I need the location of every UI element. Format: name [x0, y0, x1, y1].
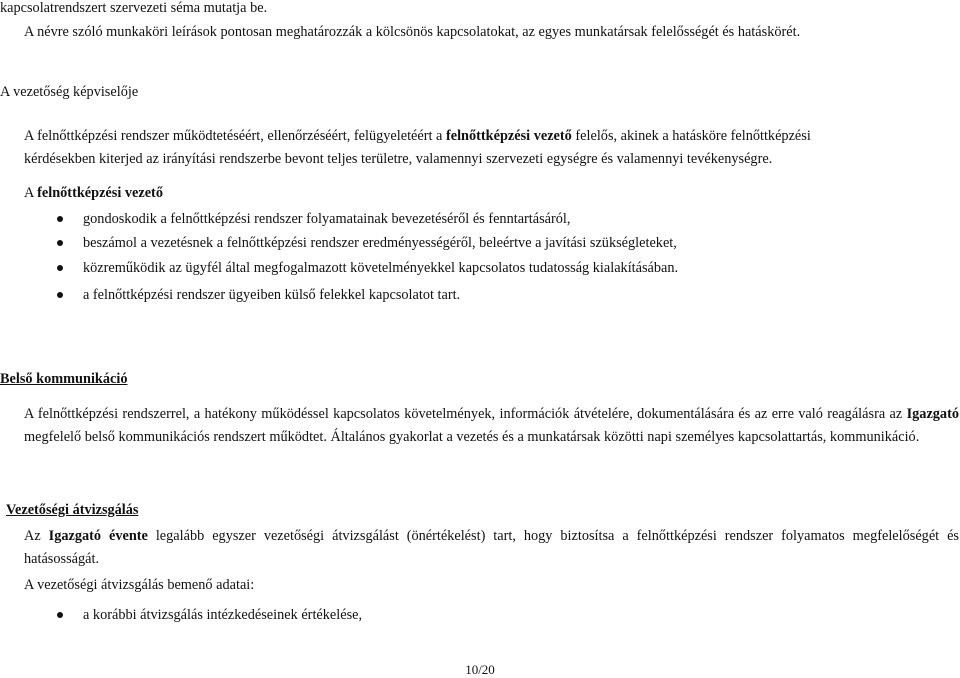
para-bold: Igazgató — [906, 406, 959, 422]
bullet-dot — [57, 240, 63, 246]
internal-communication-paragraph — [24, 403, 959, 449]
para-text: Az — [24, 528, 49, 544]
representative-paragraph-line-1 — [24, 128, 811, 145]
representative-paragraph-line-2: kérdésekben kiterjed az irányítási rendszerbe bevont teljes területre, valamennyi szervezeti egységre és valamennyi tevékenységre. — [24, 151, 773, 167]
review-inputs-label: A vezetőségi átvizsgálás bemenő adatai: — [24, 577, 255, 593]
para-text: A felnőttképzési rendszer működtetéséért, ellenőrzéséért, felügyeletéért a — [24, 128, 446, 144]
bullet-dot — [57, 216, 63, 222]
bullet-dot — [57, 292, 63, 298]
para-text: legalább egyszer vezetőségi átvizsgálást (önértékelést) tart, hogy biztosítsa a felnőttképzési rendszer folyamatos megfelelőségét és hatásosságát. — [24, 528, 959, 567]
para-bold: Igazgató évente — [48, 528, 148, 544]
leader-intro — [24, 185, 163, 202]
section-heading-internal-communication: Belső kommunikáció — [0, 371, 128, 387]
list-item: közreműködik az ügyfél által megfogalmazott követelményekkel kapcsolatos tudatosság kialakításában. — [83, 260, 679, 276]
management-review-paragraph — [24, 525, 959, 571]
section-heading-management-review: Vezetőségi átvizsgálás — [6, 502, 139, 518]
intro-line-2: A névre szóló munkaköri leírások pontosan meghatározzák a kölcsönös kapcsolatokat, az egyes munkatársak felelősségét és hatáskörét. — [24, 24, 801, 40]
para-text: megfelelő belső kommunikációs rendszert működtet. Általános gyakorlat a vezetés és a munkatársak közötti napi személyes kapcsolattartás, kommunikáció. — [24, 429, 920, 445]
page-number: 10/20 — [465, 662, 495, 677]
para-text: felelős, akinek a hatásköre felnőttképzési — [571, 128, 811, 144]
bullet-dot — [57, 612, 63, 618]
list-item: a korábbi átvizsgálás intézkedéseinek értékelése, — [83, 607, 363, 623]
para-text: A felnőttképzési rendszerrel, a hatékony működéssel kapcsolatos követelmények, információk átvételére, dokumentálására és az erre való reagálásra az — [24, 406, 907, 422]
leader-bold: felnőttképzési vezető — [37, 185, 163, 201]
list-item: beszámol a vezetésnek a felnőttképzési rendszer eredményességéről, beleértve a javítási szükségleteket, — [83, 235, 677, 251]
list-item: a felnőttképzési rendszer ügyeiben külső felekkel kapcsolatot tart. — [83, 287, 461, 303]
para-bold: felnőttképzési vezető — [445, 128, 572, 144]
leader-prefix: A — [24, 185, 38, 201]
bullet-dot — [57, 265, 63, 271]
list-item: gondoskodik a felnőttképzési rendszer folyamatainak bevezetéséről és fenntartásáról, — [83, 211, 571, 227]
intro-line-1: kapcsolatrendszert szervezeti séma mutatja be. — [0, 0, 268, 16]
section-heading-representative: A vezetőség képviselője — [0, 84, 139, 100]
